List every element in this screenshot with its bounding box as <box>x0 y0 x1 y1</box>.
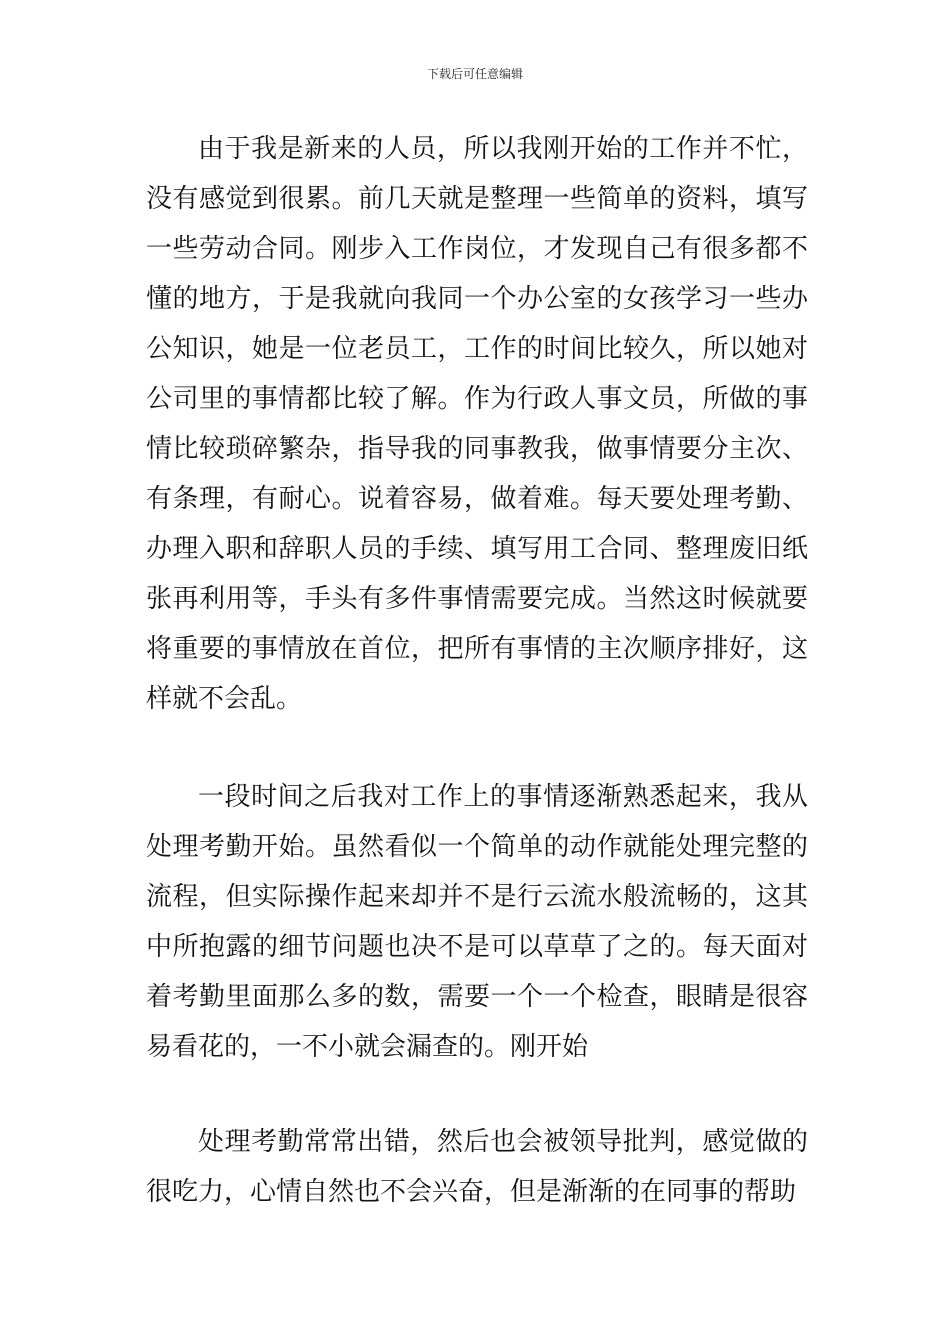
page-header: 下载后可任意编辑 <box>426 67 523 81</box>
body-paragraph-3: 处理考勤常常出错，然后也会被领导批判，感觉做的很吃力，心情自然也不会兴奋，但是渐渐的在同事的帮助 <box>146 1127 808 1207</box>
body-paragraph-1: 由于我是新来的人员，所以我刚开始的工作并不忙，没有感觉到很累。前几天就是整理一些简单的资料，填写一些劳动合同。刚步入工作岗位，才发现自己有很多都不懂的地方，于是我就向我同一个办公室的女孩学习一些办公知识，她是一位老员工，工作的时间比较久，所以她对公司里的事情都比较了解。作为行政人事文员，所做的事情比较琐碎繁杂，指导我的同事教我，做事情要分主次、有条理，有耐心。说着容易，做着难。每天要处理考勤、办理入职和辞职人员的手续、填写用工合同、整理废旧纸张再利用等，手头有多件事情需要完成。当然这时候就要将重要的事情放在首位，把所有事情的主次顺序排好，这样就不会乱。 <box>146 134 808 714</box>
body-paragraph-2: 一段时间之后我对工作上的事情逐渐熟悉起来，我从处理考勤开始。虽然看似一个简单的动作就能处理完整的流程，但实际操作起来却并不是行云流水般流畅的，这其中所抱露的细节问题也决不是可以草草了之的。每天面对着考勤里面那么多的数，需要一个一个检查，眼睛是很容易看花的，一不小就会漏查的。刚开始 <box>146 782 808 1062</box>
